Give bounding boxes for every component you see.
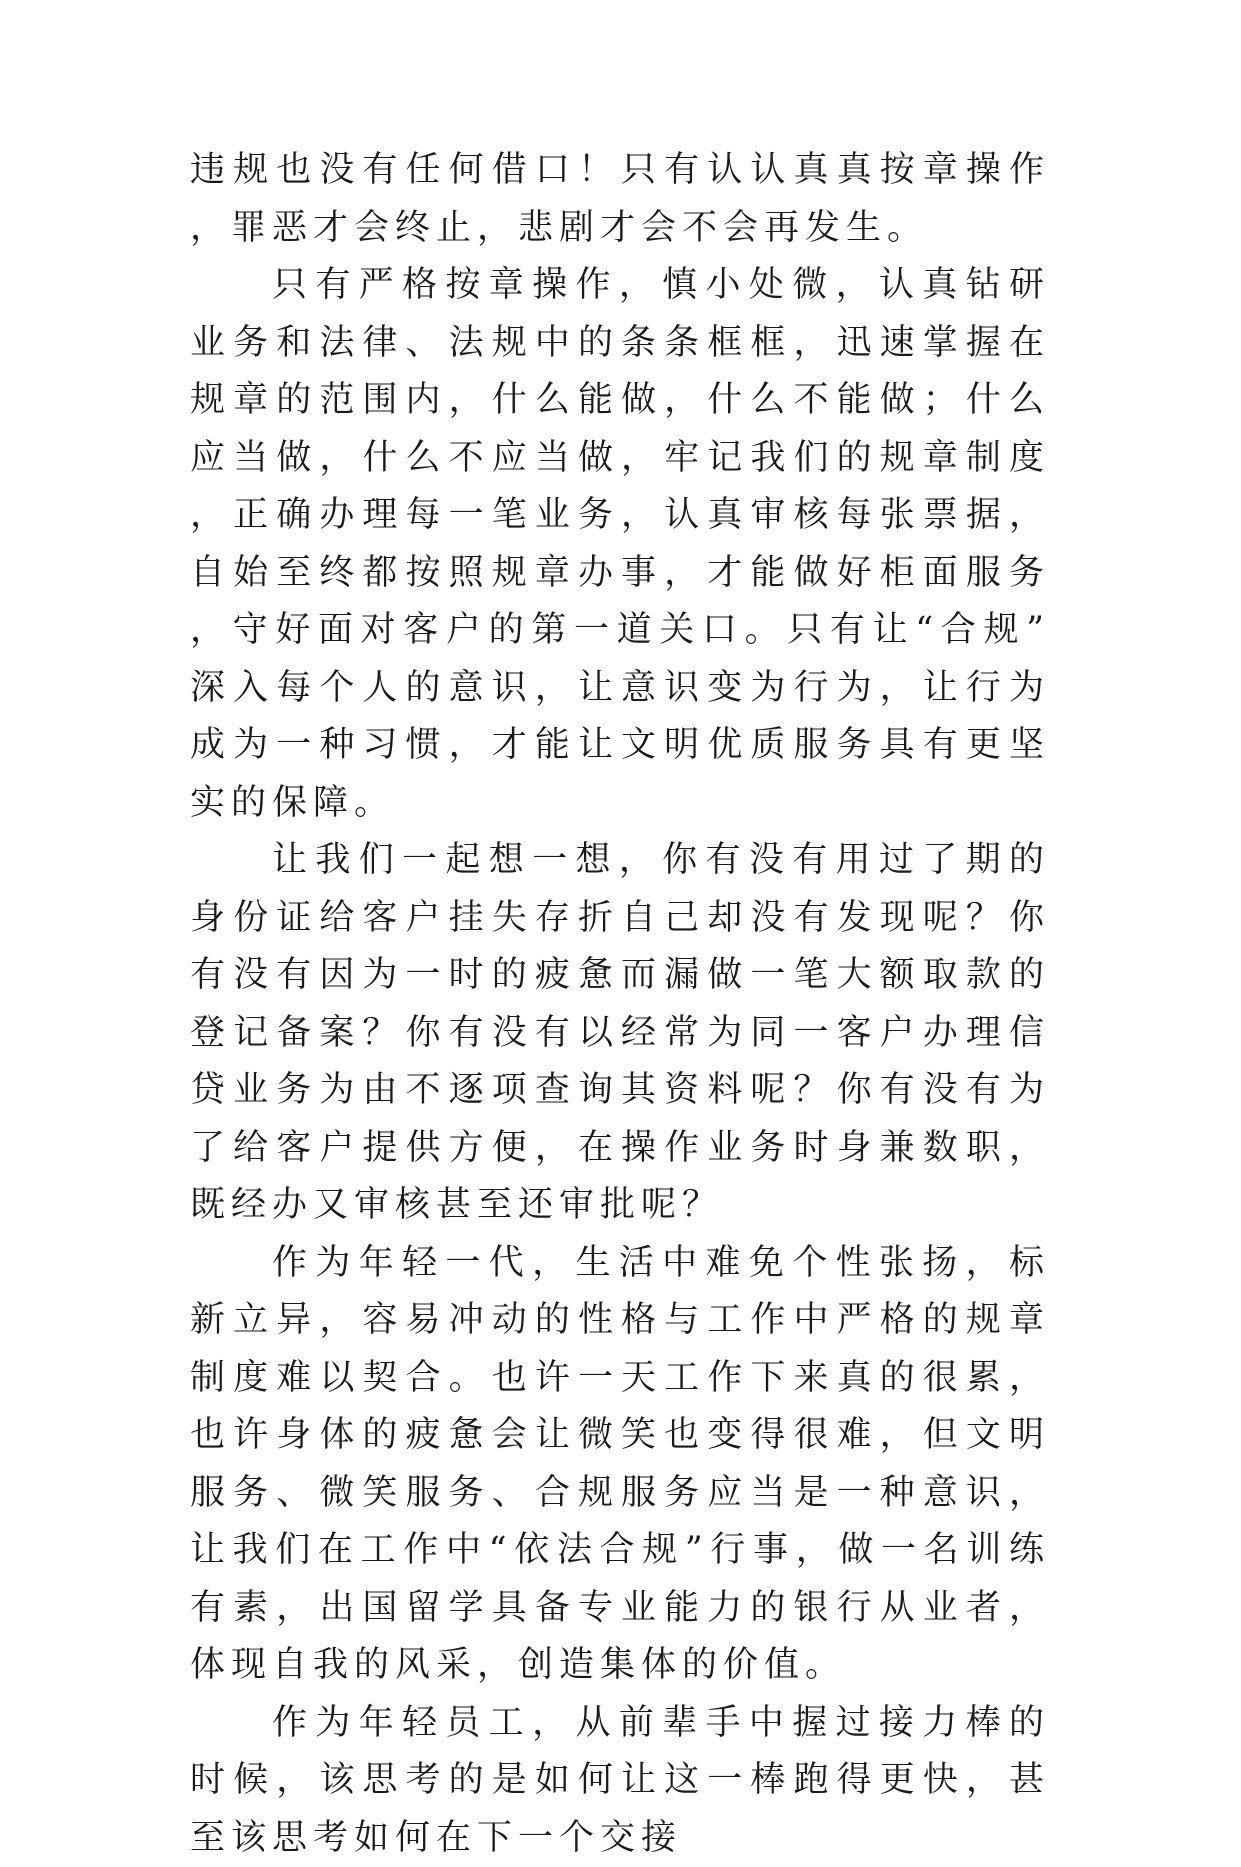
paragraph-3: 让我们一起想一想，你有没有用过了期的身份证给客户挂失存折自己却没有发现呢？你有没有因为一时的疲惫而漏做一笔大额取款的登记备案？你有没有以经常为同一客户办理信贷业务为由不逐项查询其资料呢？你有没有为了给客户提供方便，在操作业务时身兼数职，既经办又审核甚至还审批呢？: [190, 832, 1050, 1235]
document-page: [190, 142, 1050, 1867]
paragraph-1: 违规也没有任何借口！只有认认真真按章操作，罪恶才会终止，悲剧才会不会再发生。: [190, 142, 1050, 257]
paragraph-2: 只有严格按章操作，慎小处微，认真钻研业务和法律、法规中的条条框框，迅速掌握在规章的范围内，什么能做，什么不能做；什么应当做，什么不应当做，牢记我们的规章制度，正确办理每一笔业务，认真审核每张票据，自始至终都按照规章办事，才能做好柜面服务，守好面对客户的第一道关口。只有让“合规”深入每个人的意识，让意识变为行为，让行为成为一种习惯，才能让文明优质服务具有更坚实的保障。: [190, 257, 1050, 832]
paragraph-5: 作为年轻员工，从前辈手中握过接力棒的时候，该思考的是如何让这一棒跑得更快，甚至该思考如何在下一个交接: [190, 1695, 1050, 1867]
paragraph-4: 作为年轻一代，生活中难免个性张扬，标新立异，容易冲动的性格与工作中严格的规章制度难以契合。也许一天工作下来真的很累，也许身体的疲惫会让微笑也变得很难，但文明服务、微笑服务、合规服务应当是一种意识，让我们在工作中“依法合规”行事，做一名训练有素，出国留学具备专业能力的银行从业者，体现自我的风采，创造集体的价值。: [190, 1235, 1050, 1695]
